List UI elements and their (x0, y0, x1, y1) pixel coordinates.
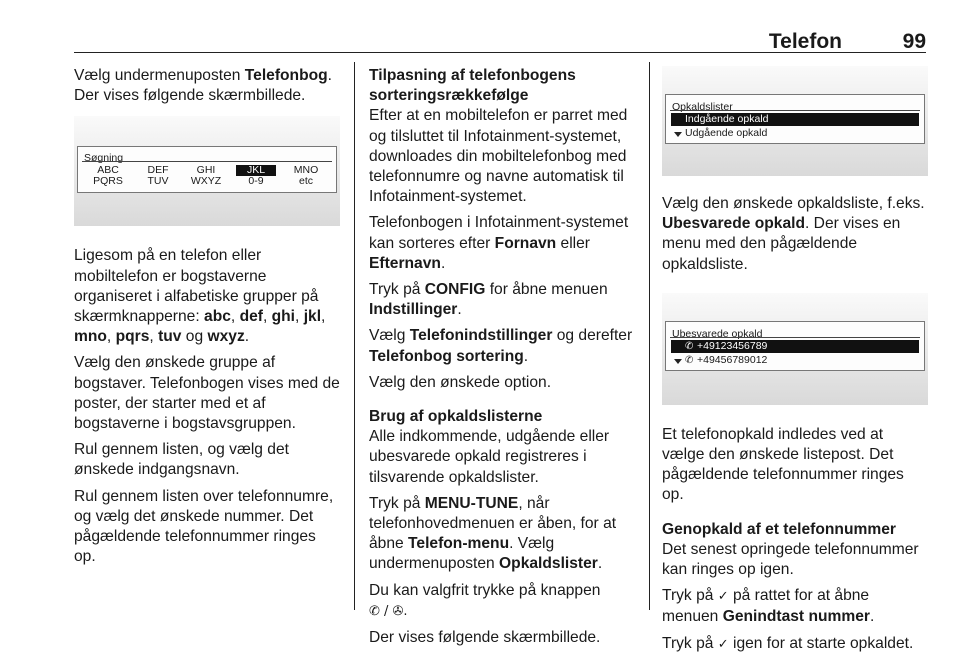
heading-call-lists: Brug af opkaldslisterne (369, 408, 543, 426)
paragraph-groups: Ligesom på en telefon eller mobiltelefon er bogstaverne organiseret i alfabetiske grupper på skærmknapperne: abc, def, ghi, jkl, mno, pqrs, tuv og wxyz. (74, 247, 326, 346)
paragraph-button: Du kan valgfrit trykke på knappen ✆ / ✇. (369, 581, 601, 619)
chevron-down-icon (674, 359, 682, 364)
search-screenshot (74, 116, 340, 226)
call-button-icon: ✓ (717, 636, 729, 652)
missed-call-icon: ✆ (685, 340, 694, 352)
paragraph-select-list: Vælg den ønskede opkaldsliste, f.eks. Ubesvarede opkald. Der vises en menu med den pågældende opkaldsliste. (662, 195, 925, 273)
paragraph-scroll-numbers: Rul gennem listen over telefonnumre, og vælg det ønskede nummer. Det pågældende telefonnummer ringes op. (74, 487, 334, 566)
chapter-title: Telefon (768, 30, 842, 53)
paragraph-select-option: Vælg den ønskede option. (369, 373, 552, 391)
paragraph-screen-shown: Der vises følgende skærmbillede. (369, 629, 601, 647)
page-number: 99 (902, 30, 926, 53)
call-lists-screen (665, 94, 925, 144)
search-screen (77, 146, 337, 193)
paragraph-scroll-list: Rul gennem listen, og vælg det ønskede indgangsnavn. (74, 441, 289, 479)
letter-group-jkl: JKL 0-9 (236, 165, 276, 187)
page-header (74, 30, 926, 52)
paragraph-last-number: Det senest opringede telefonnummer kan ringes op igen. (662, 540, 919, 579)
missed-call-row-1: ✆ +49123456789 (671, 340, 919, 353)
intro-paragraph: Vælg undermenuposten Telefonbog. Der vises følgende skærmbillede. (74, 67, 332, 105)
missed-call-icon: ✆ (685, 354, 694, 366)
paragraph-phone-settings: Vælg Telefonindstillinger og derefter Telefonbog sortering. (369, 327, 633, 365)
paragraph-start-call: Tryk på ✓ igen for at starte opkaldet. (662, 634, 914, 652)
paragraph-redial-menu: Tryk på ✓ på rattet for at åbne menuen Genindtast nummer. (662, 587, 875, 626)
paragraph-download: Efter at en mobiltelefon er parret med og tilsluttet til Infotainment-systemet, downloades din mobiltelefonbog med telefonnumre og navne automatisk til Infotainment-systemet. (369, 107, 628, 206)
missed-calls-screenshot (662, 293, 928, 405)
heading-sort-order: Tilpasning af telefonbogens sorteringsrækkefølge (369, 67, 576, 105)
call-button-icon: ✓ (717, 589, 729, 605)
chevron-down-icon (674, 132, 682, 137)
paragraph-config: Tryk på CONFIG for åbne menuen Indstillinger. (369, 281, 608, 319)
phone-button-icon: ✆ / ✇. (369, 603, 408, 619)
missed-calls-screen (665, 321, 925, 371)
paragraph-sort: Telefonbogen i Infotainment-systemet kan sorteres efter Fornavn eller Efternavn. (369, 214, 629, 272)
letter-group-def: DEF TUV (147, 164, 169, 188)
column-2 (369, 66, 635, 654)
missed-call-row-2: ✆ +49456789012 (671, 354, 919, 367)
call-lists-screenshot (662, 66, 928, 176)
missed-calls-title: Ubesvarede opkald (672, 327, 763, 340)
call-lists-title: Opkaldslister (672, 101, 733, 113)
letter-group-ghi: GHI WXYZ (190, 164, 222, 188)
heading-redial: Genopkald af et telefonnummer (662, 520, 896, 538)
call-list-row-outgoing: Udgående opkald (671, 127, 919, 140)
column-divider-2 (649, 62, 650, 610)
search-label: Søgning (84, 152, 124, 165)
header-rule (74, 52, 926, 53)
column-3 (662, 66, 928, 661)
paragraph-registered: Alle indkommende, udgående eller ubesvarede opkald registreres i tilsvarende opkaldslister. (369, 428, 610, 486)
paragraph-menu-tune: Tryk på MENU-TUNE, når telefonhovedmenuen er åben, for at åbne Telefon-menu. Vælg undermenuposten Opkaldslister. (369, 494, 617, 573)
call-list-row-incoming: Indgående opkald (671, 113, 919, 126)
column-1 (74, 66, 340, 573)
letter-group-mno: MNO etc (293, 164, 319, 188)
paragraph-select-group: Vælg den ønskede gruppe af bogstaver. Telefonbogen vises med de poster, der starter med et af bogstaverne i bogstavsgruppen. (74, 354, 340, 433)
column-divider-1 (354, 62, 355, 610)
paragraph-initiate-call: Et telefonopkald indledes ved at vælge den ønskede listepost. Det pågældende telefonnummer ringes op. (662, 425, 904, 504)
letter-group-abc: ABC PQRS (93, 164, 123, 188)
